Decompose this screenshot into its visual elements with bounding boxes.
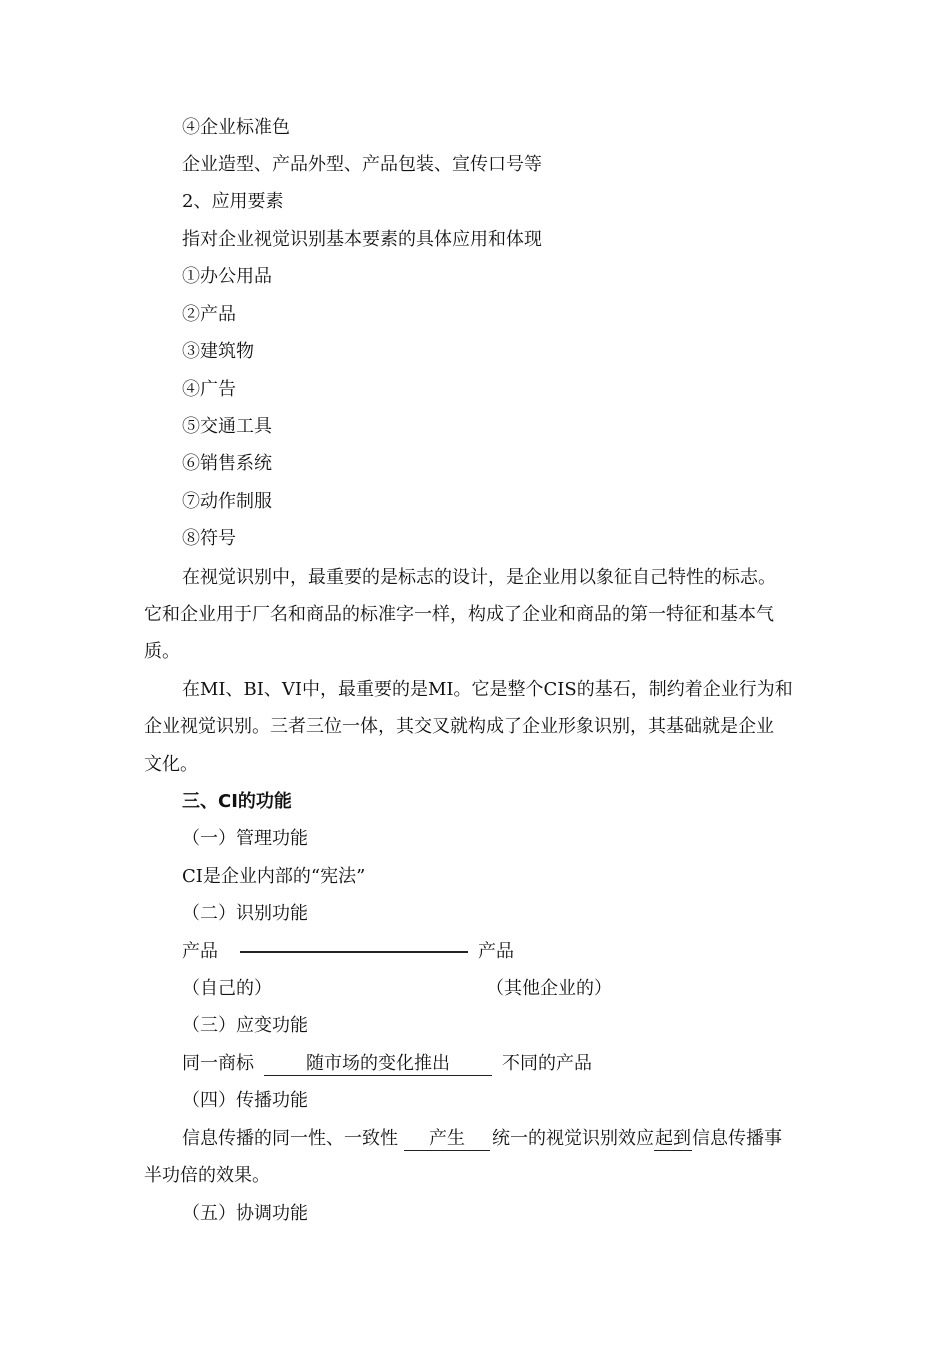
text-fragment: 信息传播事 xyxy=(692,1128,782,1149)
subsection-title: （二）识别功能 xyxy=(182,903,308,924)
paragraph-line: 质。 xyxy=(144,641,180,662)
section-heading: 三、CI的功能 xyxy=(182,791,292,812)
list-item: ①办公用品 xyxy=(182,266,272,287)
text-fragment: 信息传播的同一性、一致性 xyxy=(182,1128,398,1149)
caption-own: （自己的） xyxy=(182,978,272,999)
caption-other: （其他企业的） xyxy=(486,978,612,999)
paragraph-line: 文化。 xyxy=(144,754,198,775)
paragraph-line: 在MI、BI、VI中，最重要的是MI。它是整个CIS的基石，制约着企业行为和 xyxy=(182,679,793,700)
adaptation-row xyxy=(182,1052,592,1076)
list-item: ③建筑物 xyxy=(182,341,254,362)
subsection-title: （一）管理功能 xyxy=(182,828,308,849)
list-item: ④广告 xyxy=(182,379,236,400)
list-item: ⑤交通工具 xyxy=(182,416,272,437)
product-right: 产品 xyxy=(478,941,514,962)
text-fragment: 同一商标 xyxy=(182,1053,254,1074)
text-line: 企业造型、产品外型、产品包装、宣传口号等 xyxy=(182,154,542,175)
list-item: ⑧符号 xyxy=(182,528,236,549)
list-item: ⑦动作制服 xyxy=(182,491,272,512)
subsection-title: （三）应变功能 xyxy=(182,1015,308,1036)
paragraph-line: 半功倍的效果。 xyxy=(144,1165,270,1186)
text-fragment: 统一的视觉识别效应 xyxy=(492,1128,654,1149)
product-left: 产品 xyxy=(182,941,218,962)
paragraph-line: 企业视觉识别。三者三位一体，其交叉就构成了企业形象识别，其基础就是企业 xyxy=(144,716,774,737)
text-fragment: 不同的产品 xyxy=(502,1053,592,1074)
text-line: 指对企业视觉识别基本要素的具体应用和体现 xyxy=(182,229,542,250)
list-item: ④企业标准色 xyxy=(182,117,290,138)
list-item: ②产品 xyxy=(182,304,236,325)
list-item: ⑥销售系统 xyxy=(182,453,272,474)
communication-row xyxy=(182,1127,782,1151)
connector-line xyxy=(240,951,468,953)
identification-row xyxy=(182,940,514,964)
identification-caption-row xyxy=(182,977,272,1001)
underlined-fill: 随市场的变化推出 xyxy=(264,1053,492,1076)
subsection-title: （五）协调功能 xyxy=(182,1203,308,1224)
paragraph-line: 它和企业用于厂名和商品的标准字一样，构成了企业和商品的第一特征和基本气 xyxy=(144,604,774,625)
underlined-fill: 起到 xyxy=(655,1128,691,1149)
subsection-title: （四）传播功能 xyxy=(182,1090,308,1111)
underlined-fill: 产生 xyxy=(404,1128,490,1151)
text-line: CI是企业内部的“宪法” xyxy=(182,866,366,887)
paragraph-line: 在视觉识别中，最重要的是标志的设计，是企业用以象征自己特性的标志。 xyxy=(182,567,776,588)
subheading: 2、应用要素 xyxy=(182,191,284,212)
